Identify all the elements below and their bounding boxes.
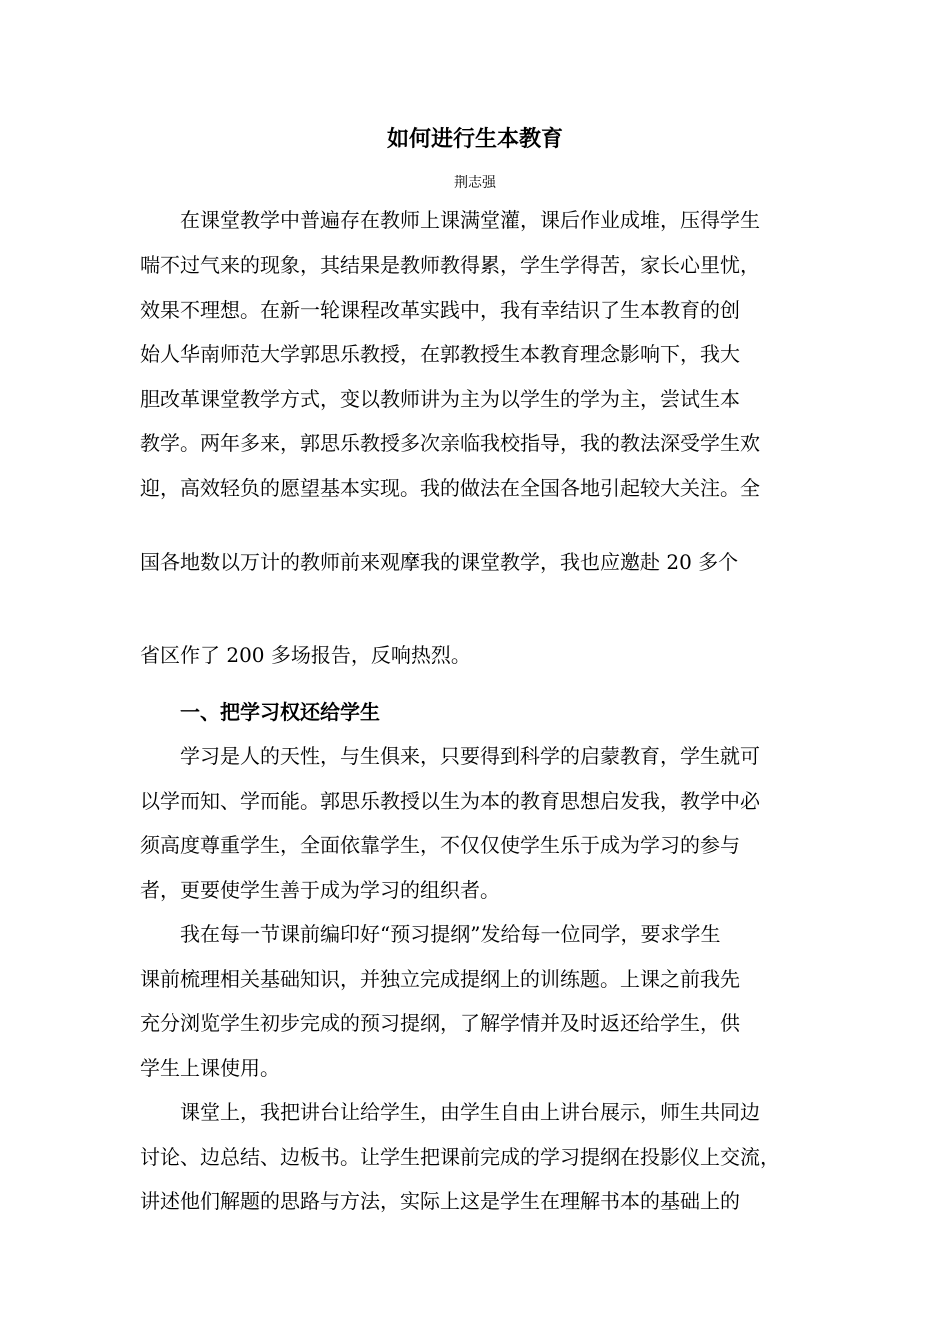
paragraph-line: 胆改革课堂教学方式，变以教师讲为主为以学生的学为主，尝试生本 [140,387,740,411]
section-heading: 一、把学习权还给学生 [180,700,380,724]
paragraph-line: 学习是人的天性，与生俱来，只要得到科学的启蒙教育，学生就可 [180,744,760,768]
paragraph-line: 者，更要使学生善于成为学习的组织者。 [140,878,500,902]
paragraph-line: 以学而知、学而能。郭思乐教授以生为本的教育思想启发我，教学中必 [140,789,760,813]
paragraph-line: 讨论、边总结、边板书。让学生把课前完成的学习提纲在投影仪上交流， [140,1145,780,1169]
paragraph-line: 充分浏览学生初步完成的预习提纲，了解学情并及时返还给学生，供 [140,1011,740,1035]
paragraph-line: 须高度尊重学生，全面依靠学生，不仅仅使学生乐于成为学习的参与 [140,833,740,857]
paragraph-line: 在课堂教学中普遍存在教师上课满堂灌，课后作业成堆，压得学生 [180,208,760,232]
paragraph-line: 学生上课使用。 [140,1056,280,1080]
document-title: 如何进行生本教育 [386,126,563,152]
paragraph-line: 课堂上，我把讲台让给学生，由学生自由上讲台展示，师生共同边 [180,1100,760,1124]
paragraph-line: 讲述他们解题的思路与方法，实际上这是学生在理解书本的基础上的 [140,1189,740,1213]
document-author: 荆志强 [454,175,496,191]
paragraph-line: 教学。两年多来，郭思乐教授多次亲临我校指导，我的教法深受学生欢 [140,431,760,455]
paragraph-line: 始人华南师范大学郭思乐教授，在郭教授生本教育理念影响下，我大 [140,342,740,366]
paragraph-line: 我在每一节课前编印好“预习提纲”发给每一位同学，要求学生 [180,922,721,946]
paragraph-line: 课前梳理相关基础知识，并独立完成提纲上的训练题。上课之前我先 [140,967,740,991]
paragraph-line: 迎，高效轻负的愿望基本实现。我的做法在全国各地引起较大关注。全 [140,476,760,500]
paragraph-line: 国各地数以万计的教师前来观摩我的课堂教学，我也应邀赴 20 多个 [140,550,739,574]
paragraph-line: 效果不理想。在新一轮课程改革实践中，我有幸结识了生本教育的创 [140,298,740,322]
paragraph-line: 喘不过气来的现象，其结果是教师教得累，学生学得苦，家长心里忧， [140,253,760,277]
paragraph-line: 省区作了 200 多场报告，反响热烈。 [140,643,471,667]
